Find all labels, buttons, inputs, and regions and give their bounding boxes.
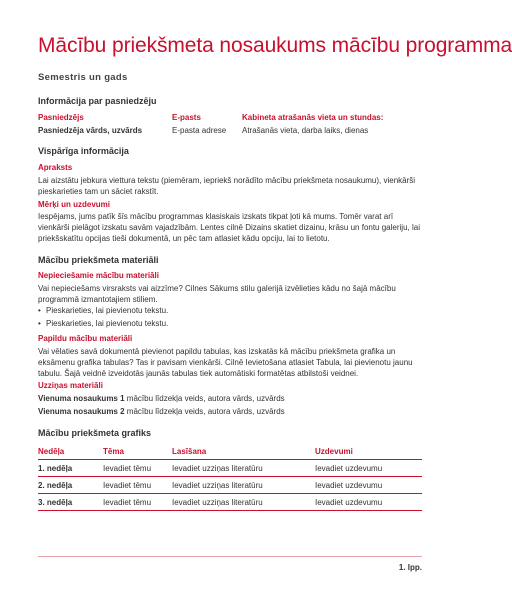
materials-heading[interactable]: Mācību priekšmeta materiāli (38, 255, 159, 265)
reading-heading[interactable]: Uzziņas materiāli (38, 381, 103, 390)
schedule-col-reading[interactable]: Lasīšana (172, 445, 315, 460)
week-cell[interactable]: 2. nedēļa (38, 477, 103, 494)
instructor-col-office (242, 112, 426, 136)
required-materials-text[interactable]: Vai nepieciešams virsraksts vai aizzīme? Cilnes Sākums stilu galerijā izvēlieties kādu no šajā mācību programmā izmantotajiem stiliem. (38, 284, 396, 304)
goals-heading[interactable]: Mērķi un uzdevumi (38, 200, 111, 209)
reading-item-title: Vienuma nosaukums 1 (38, 394, 125, 403)
instructor-col-name (38, 112, 168, 136)
instructor-office-value[interactable]: Atrašanās vieta, darba laiks, dienas (242, 126, 369, 135)
schedule-table (38, 445, 422, 511)
bullet-dot-icon: • (38, 306, 41, 315)
extra-materials-text[interactable]: Vai vēlaties savā dokumentā pievienot papildu tabulas, kas izskatās kā mācību priekšmeta grafika un eksāmenu grafika tabulas? Tas ir pavisam vienkārši. Cilnē Ievietošana atlasiet Tabula, lai pievienotu jaunu tabulu. Šajā veidnē izveidotās jaunās tabulas tiek automātiski formatētas atbilstoši veidnei. (38, 347, 413, 378)
assignment-cell[interactable]: Ievadiet uzdevumu (315, 460, 422, 477)
reading-cell[interactable]: Ievadiet uzziņas literatūru (172, 477, 315, 494)
topic-cell[interactable]: Ievadiet tēmu (103, 494, 172, 511)
assignment-cell[interactable]: Ievadiet uzdevumu (315, 494, 422, 511)
table-row (38, 494, 422, 511)
reading-cell[interactable]: Ievadiet uzziņas literatūru (172, 494, 315, 511)
bullet-dot-icon: • (38, 319, 41, 328)
bullet-item[interactable] (38, 318, 168, 329)
reading-item-detail: mācību līdzekļa veids, autora vārds, uzvārds (124, 394, 285, 403)
general-heading[interactable]: Vispārīga informācija (38, 146, 129, 156)
footer-divider (38, 556, 422, 557)
reading-cell[interactable]: Ievadiet uzziņas literatūru (172, 460, 315, 477)
topic-cell[interactable]: Ievadiet tēmu (103, 460, 172, 477)
extra-materials-heading[interactable]: Papildu mācību materiāli (38, 334, 133, 343)
reading-item[interactable] (38, 406, 422, 417)
description-heading[interactable]: Apraksts (38, 163, 73, 172)
bullet-item[interactable] (38, 305, 168, 316)
reading-item[interactable] (38, 393, 422, 404)
assignment-cell[interactable]: Ievadiet uzdevumu (315, 477, 422, 494)
schedule-col-assignment[interactable]: Uzdevumi (315, 445, 422, 460)
instructor-col-email (172, 112, 242, 136)
week-cell[interactable]: 1. nedēļa (38, 460, 103, 477)
instructor-name-value[interactable]: Pasniedzēja vārds, uzvārds (38, 126, 143, 135)
description-text[interactable]: Lai aizstātu jebkura viettura tekstu (piemēram, iepriekš norādīto mācību priekšmeta nosaukumu), vienkārši pieskarieties tam un sāciet rakstīt. (38, 176, 416, 196)
schedule-col-week[interactable]: Nedēļa (38, 445, 103, 460)
goals-text[interactable]: Iespējams, jums patīk šīs mācību programmas klasiskais izskats tikpat ļoti kā mums. Tomēr varat arī vienkārši pielāgot izskatu savām vajadzībām. Lentes cilnē Dizains skatiet dizainu, krāsu un fontu galeriju, lai priekšskatītu opcijas tieši dokumentā, un pēc tam atlasiet kādu opciju, lai to lietotu. (38, 212, 420, 243)
instructor-heading[interactable]: Informācija par pasniedzēju (38, 96, 157, 106)
week-cell[interactable]: 3. nedēļa (38, 494, 103, 511)
reading-item-detail: mācību līdzekļa veids, autora vārds, uzvārds (124, 407, 285, 416)
table-row (38, 477, 422, 494)
instructor-email-label[interactable]: E-pasts (172, 113, 201, 122)
schedule-col-topic[interactable]: Tēma (103, 445, 172, 460)
reading-item-title: Vienuma nosaukums 2 (38, 407, 125, 416)
schedule-heading[interactable]: Mācību priekšmeta grafiks (38, 428, 152, 438)
bullet-text: Pieskarieties, lai pievienotu tekstu. (46, 319, 169, 328)
syllabus-page (38, 0, 512, 600)
topic-cell[interactable]: Ievadiet tēmu (103, 477, 172, 494)
document-title[interactable]: Mācību priekšmeta nosaukums mācību programma (38, 34, 512, 57)
document-subtitle[interactable]: Semestris un gads (38, 72, 128, 83)
bullet-text: Pieskarieties, lai pievienotu tekstu. (46, 306, 169, 315)
instructor-office-label[interactable]: Kabineta atrašanās vieta un stundas: (242, 113, 384, 122)
schedule-header-row (38, 445, 422, 460)
page-number: 1. lpp. (398, 563, 422, 572)
table-row (38, 460, 422, 477)
instructor-name-label[interactable]: Pasniedzējs (38, 113, 84, 122)
required-materials-heading[interactable]: Nepieciešamie mācību materiāli (38, 271, 159, 280)
instructor-email-value[interactable]: E-pasta adrese (172, 126, 227, 135)
